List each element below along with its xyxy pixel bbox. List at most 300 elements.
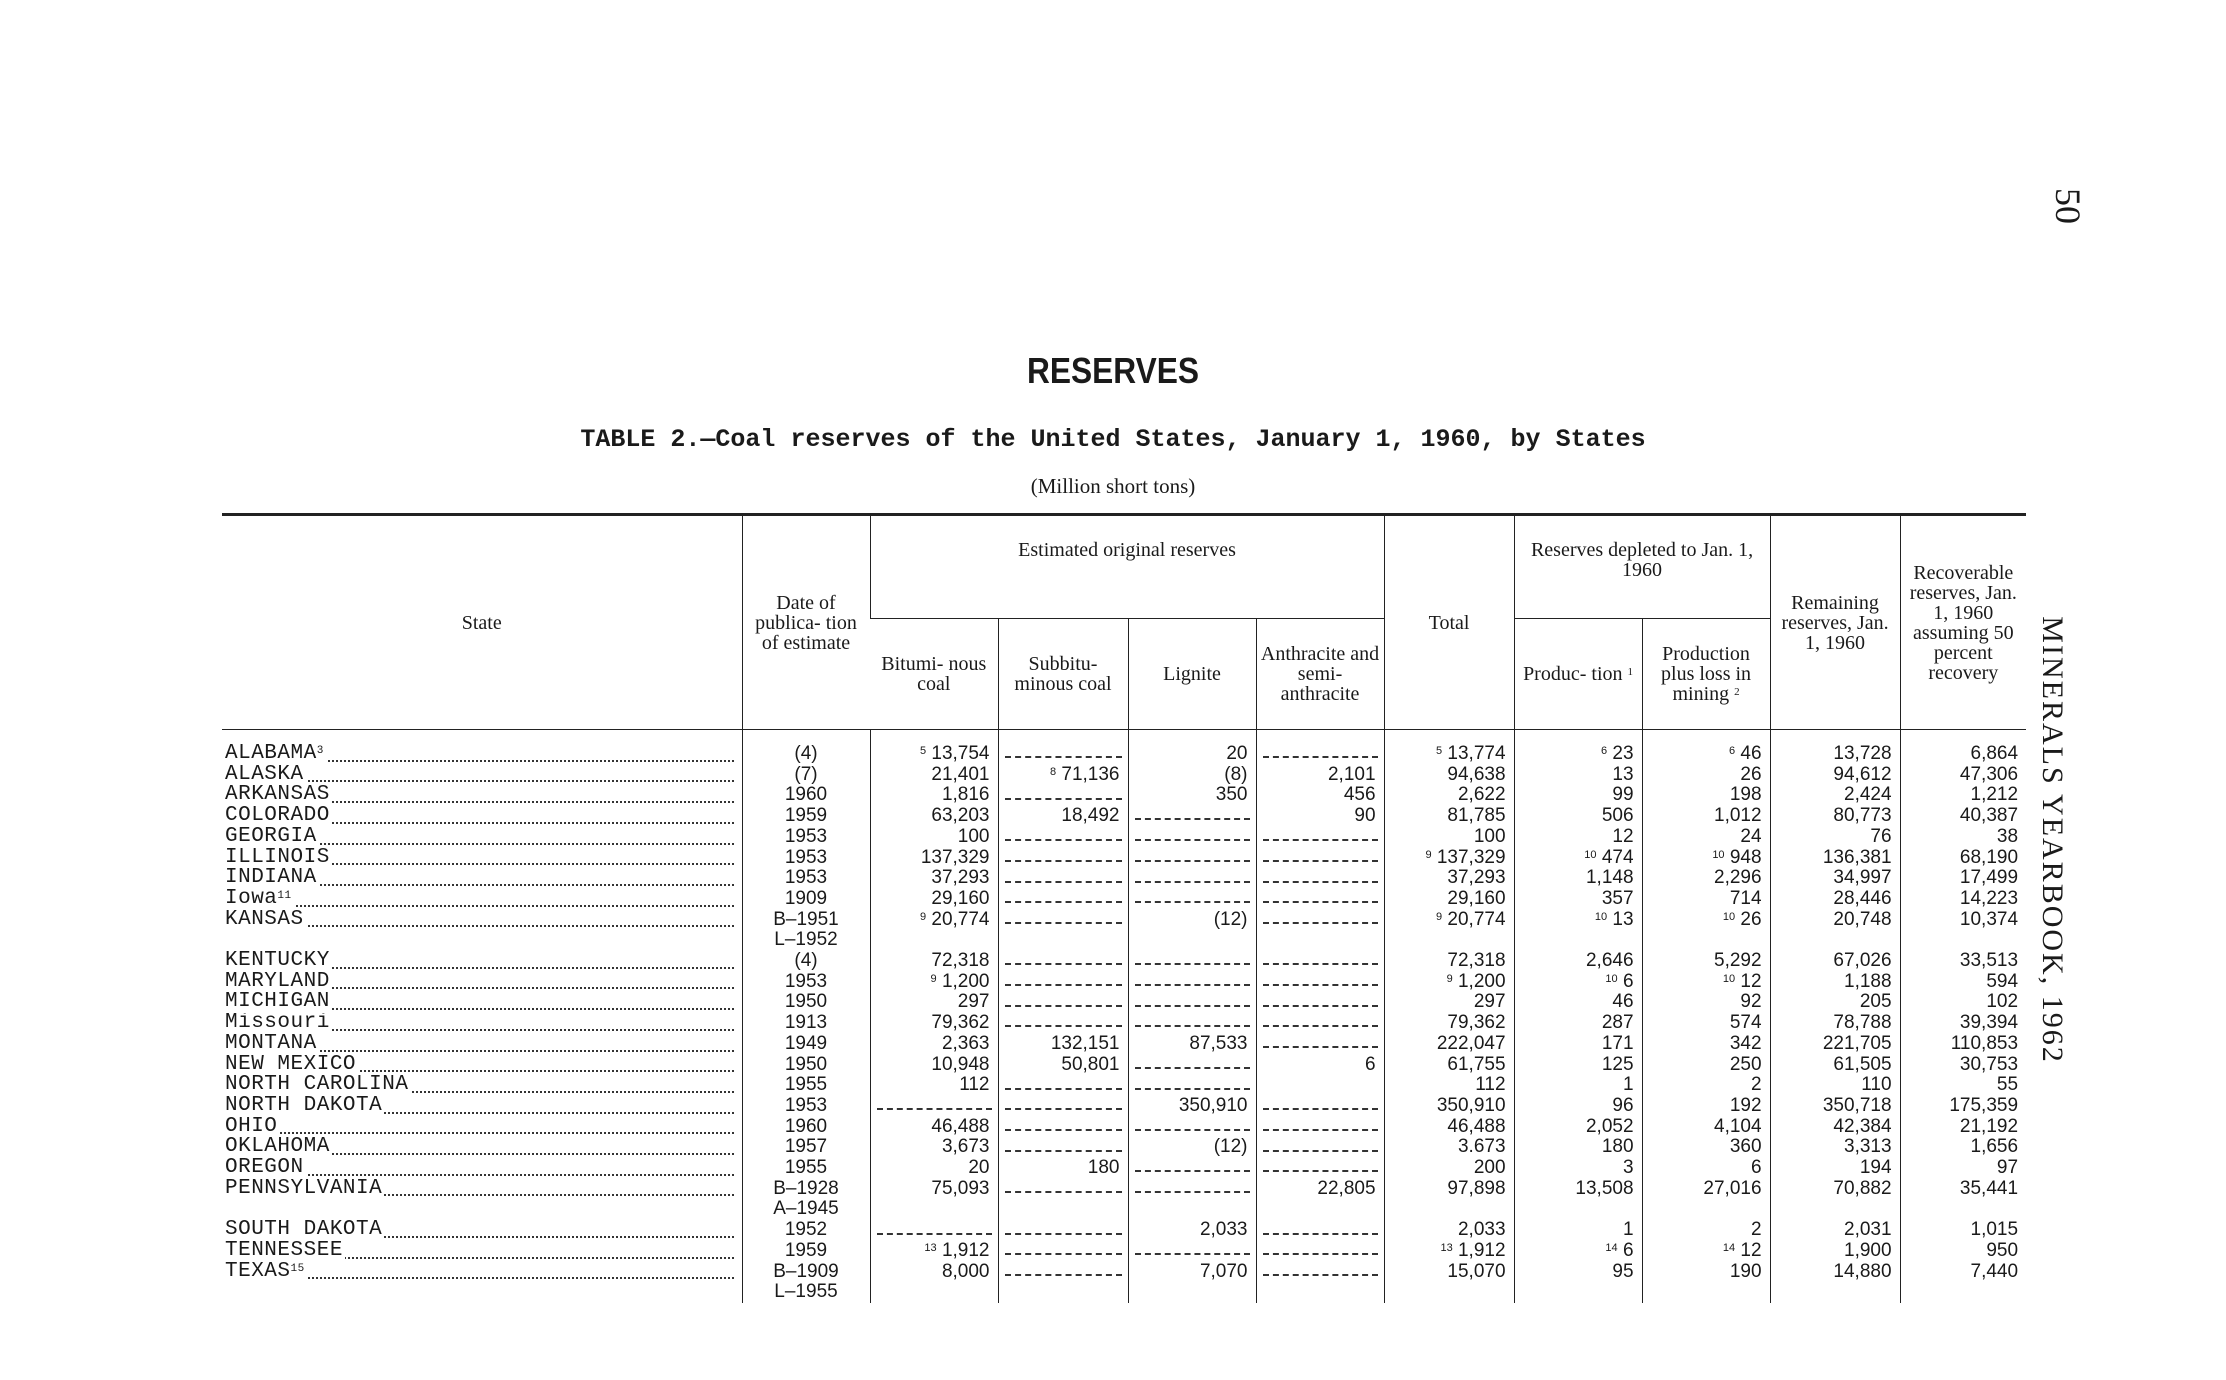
cell-anthracite: [1256, 1282, 1384, 1303]
cell-bituminous: [870, 827, 998, 848]
cell-value: 70,882: [1833, 1178, 1892, 1199]
cell-value: 2: [1750, 1220, 1762, 1241]
cell-remaining: [1770, 730, 1900, 765]
cell-value: 100: [957, 826, 990, 847]
cell-value: 90: [1354, 806, 1376, 827]
cell-anthracite: [1256, 1241, 1384, 1262]
cell-value: 192: [1729, 1095, 1762, 1116]
value-footnote: 13: [924, 1241, 937, 1254]
cell-production-loss: [1642, 1282, 1770, 1303]
cell-total: [1384, 889, 1514, 910]
cell-recoverable: [1900, 951, 2026, 972]
cell-bituminous: [870, 992, 998, 1013]
dash-leader: [1005, 798, 1122, 800]
cell-subbituminous: [998, 730, 1128, 765]
cell-value: (4): [794, 951, 818, 972]
cell-anthracite: [1256, 1179, 1384, 1200]
cell-state: [222, 951, 742, 972]
cell-value: 594: [1986, 971, 2019, 992]
cell-value: 78,788: [1833, 1013, 1892, 1034]
cell-bituminous: [870, 1282, 998, 1303]
table-row: [222, 1096, 2026, 1117]
state-name-text: ALABAMA: [225, 742, 317, 765]
cell-production: [1514, 972, 1642, 993]
dash-leader: [1005, 922, 1122, 924]
cell-value: 137,329: [920, 847, 990, 868]
cell-subbituminous: [998, 1158, 1128, 1179]
cell-state: [222, 1137, 742, 1158]
cell-production-loss: [1642, 1199, 1770, 1220]
cell-subbituminous: [998, 972, 1128, 993]
cell-value: 17,499: [1959, 868, 2019, 889]
cell-remaining: [1770, 765, 1900, 786]
cell-value: 1953: [784, 826, 828, 847]
cell-subbituminous: [998, 827, 1128, 848]
cell-anthracite: [1256, 1075, 1384, 1096]
cell-anthracite: [1256, 1013, 1384, 1034]
cell-subbituminous: [998, 1241, 1128, 1262]
state-name-text: GEORGIA: [225, 826, 317, 848]
cell-value: 20: [968, 1158, 990, 1179]
cell-remaining: [1770, 1137, 1900, 1158]
cell-value: 10,948: [931, 1054, 990, 1075]
cell-value: 14,223: [1959, 888, 2019, 909]
cell-recoverable: [1900, 848, 2026, 869]
dash-leader: [1005, 901, 1122, 903]
cell-bituminous: [870, 1158, 998, 1179]
cell-value: 92: [1740, 992, 1762, 1013]
cell-value: 194: [1859, 1158, 1892, 1179]
cell-value: 1,656: [1970, 1137, 2019, 1158]
dash-leader: [1005, 1025, 1122, 1027]
cell-recoverable: [1900, 1117, 2026, 1138]
cell-production: [1514, 1158, 1642, 1179]
dash-leader: [1005, 839, 1122, 841]
cell-value: 6: [1622, 971, 1634, 992]
cell-subbituminous: [998, 868, 1128, 889]
cell-value: 97,898: [1447, 1178, 1506, 1199]
cell-production-loss: [1642, 1096, 1770, 1117]
cell-remaining: [1770, 1262, 1900, 1283]
cell-bituminous: [870, 951, 998, 972]
cell-anthracite: [1256, 1137, 1384, 1158]
cell-bituminous: [870, 1096, 998, 1117]
cell-value: 1,200: [941, 971, 990, 992]
cell-date: [742, 868, 870, 889]
cell-value: 29,160: [1447, 888, 1506, 909]
dash-leader: [1135, 839, 1250, 841]
cell-recoverable: [1900, 1055, 2026, 1076]
state-name: [225, 1262, 307, 1283]
cell-value: 37,293: [931, 868, 990, 889]
table-row: [222, 1117, 2026, 1138]
cell-value: 2,424: [1844, 785, 1892, 806]
table-row: [222, 1158, 2026, 1179]
value-footnote: 10: [1605, 972, 1618, 985]
cell-total: [1384, 827, 1514, 848]
cell-value: (7): [794, 764, 818, 785]
cell-production-loss: [1642, 1241, 1770, 1262]
cell-recoverable: [1900, 827, 2026, 848]
value-footnote: 6: [1600, 745, 1608, 757]
cell-value: 46: [1740, 743, 1762, 764]
cell-value: 63,203: [931, 806, 990, 827]
state-name: [225, 972, 332, 993]
cell-value: 350,718: [1822, 1095, 1892, 1116]
dash-leader: [1005, 1129, 1122, 1131]
dash-leader: [1263, 922, 1378, 924]
cell-value: 110,853: [1950, 1033, 2019, 1054]
cell-anthracite: [1256, 992, 1384, 1013]
value-footnote: 10: [1594, 910, 1608, 923]
cell-remaining: [1770, 930, 1900, 951]
cell-value: 2,296: [1714, 868, 1762, 889]
table-row: [222, 848, 2026, 869]
state-name-text: OHIO: [225, 1116, 278, 1138]
cell-recoverable: [1900, 765, 2026, 786]
cell-anthracite: [1256, 889, 1384, 910]
dash-leader: [1005, 860, 1122, 862]
cell-value: B–1951: [773, 909, 839, 930]
cell-value: 2,622: [1457, 785, 1506, 806]
cell-value: 76: [1870, 826, 1892, 847]
cell-anthracite: [1256, 1220, 1384, 1241]
cell-anthracite: [1256, 1199, 1384, 1220]
cell-subbituminous: [998, 1096, 1128, 1117]
dash-leader: [1005, 881, 1122, 883]
cell-production-loss: [1642, 1117, 1770, 1138]
cell-value: 297: [957, 992, 990, 1013]
cell-recoverable: [1900, 1034, 2026, 1055]
table-row: [222, 730, 2026, 765]
cell-total: [1384, 1262, 1514, 1283]
cell-value: 1,200: [1457, 971, 1506, 992]
cell-value: 55: [1996, 1075, 2019, 1096]
cell-value: 6,864: [1970, 743, 2019, 764]
header-bituminous: Bitumi- nous coal: [870, 619, 998, 730]
cell-production-loss: [1642, 1013, 1770, 1034]
cell-bituminous: [870, 1117, 998, 1138]
cell-subbituminous: [998, 1282, 1128, 1303]
cell-state: [222, 1034, 742, 1055]
cell-production-loss: [1642, 730, 1770, 765]
dash-leader: [1263, 1108, 1378, 1110]
dash-leader: [1135, 963, 1250, 965]
cell-production: [1514, 889, 1642, 910]
value-footnote: 9: [919, 910, 927, 923]
cell-lignite: [1128, 785, 1256, 806]
header-remaining-reserves: Remaining reserves, Jan. 1, 1960: [1770, 515, 1900, 730]
cell-production: [1514, 730, 1642, 765]
cell-value: 22,805: [1317, 1178, 1376, 1199]
cell-value: 4,104: [1714, 1116, 1762, 1137]
cell-lignite: [1128, 889, 1256, 910]
cell-production: [1514, 1096, 1642, 1117]
header-lignite: Lignite: [1128, 619, 1256, 730]
dash-leader: [877, 1233, 992, 1235]
cell-value: 13,774: [1447, 743, 1506, 764]
cell-value: 13,508: [1575, 1178, 1634, 1199]
cell-subbituminous: [998, 1013, 1128, 1034]
cell-value: 6: [1364, 1054, 1376, 1075]
header-production-loss-label: Production plus loss in mining: [1661, 643, 1752, 705]
cell-production-loss: [1642, 889, 1770, 910]
cell-value: 2,052: [1585, 1116, 1634, 1137]
cell-production: [1514, 1199, 1642, 1220]
cell-lignite: [1128, 910, 1256, 931]
header-estimated-original-reserves: Estimated original reserves: [870, 515, 1384, 619]
cell-bituminous: [870, 1262, 998, 1283]
cell-value: 34,997: [1833, 868, 1892, 889]
dash-leader: [1135, 818, 1250, 820]
state-name-text: NEW MEXICO: [225, 1054, 357, 1076]
state-name-text: KENTUCKY: [225, 951, 330, 972]
cell-subbituminous: [998, 951, 1128, 972]
cell-bituminous: [870, 1034, 998, 1055]
cell-lignite: [1128, 868, 1256, 889]
dash-leader: [1135, 1067, 1250, 1069]
cell-value: 1953: [784, 971, 828, 992]
cell-remaining: [1770, 1096, 1900, 1117]
state-name: [225, 785, 332, 806]
cell-value: 1,148: [1585, 868, 1634, 889]
cell-production-loss: [1642, 785, 1770, 806]
cell-value: 39,394: [1959, 1013, 2019, 1034]
cell-value: 13: [1612, 764, 1634, 785]
cell-value: 6: [1750, 1158, 1762, 1179]
cell-value: 250: [1729, 1054, 1762, 1075]
state-name-text: Missouri: [225, 1013, 330, 1034]
cell-recoverable: [1900, 868, 2026, 889]
cell-value: 102: [1986, 992, 2019, 1013]
cell-subbituminous: [998, 1117, 1128, 1138]
cell-state: [222, 930, 742, 951]
cell-production: [1514, 1179, 1642, 1200]
cell-value: 68,190: [1959, 847, 2019, 868]
state-name: [225, 1034, 319, 1055]
cell-remaining: [1770, 848, 1900, 869]
value-footnote: 9: [1446, 972, 1453, 985]
cell-total: [1384, 1220, 1514, 1241]
cell-anthracite: [1256, 765, 1384, 786]
cell-lignite: [1128, 1282, 1256, 1303]
dash-leader: [1135, 1129, 1250, 1131]
cell-value: 180: [1601, 1137, 1634, 1158]
cell-state: [222, 1241, 742, 1262]
state-name-text: MICHIGAN: [225, 992, 330, 1014]
table-row: [222, 765, 2026, 786]
state-name: [225, 1096, 384, 1117]
cell-production-loss: [1642, 1179, 1770, 1200]
cell-lignite: [1128, 1117, 1256, 1138]
state-name: [225, 1013, 332, 1034]
cell-recoverable: [1900, 992, 2026, 1013]
cell-bituminous: [870, 1013, 998, 1034]
cell-value: L–1952: [774, 930, 838, 951]
cell-value: 8,000: [941, 1261, 990, 1282]
cell-date: [742, 848, 870, 869]
state-name-text: Iowa: [225, 888, 278, 910]
cell-lignite: [1128, 1055, 1256, 1076]
state-name: [225, 1220, 384, 1241]
cell-value: 72,318: [1447, 951, 1506, 972]
cell-total: [1384, 992, 1514, 1013]
cell-bituminous: [870, 1241, 998, 1262]
cell-remaining: [1770, 951, 1900, 972]
cell-value: 50,801: [1061, 1054, 1120, 1075]
cell-lignite: [1128, 972, 1256, 993]
cell-value: 13,754: [931, 743, 990, 764]
cell-value: 75,093: [931, 1178, 990, 1199]
value-footnote: 5: [1436, 745, 1443, 757]
table-row: [222, 1199, 2026, 1220]
cell-value: 175,359: [1949, 1095, 2019, 1116]
cell-production-loss: [1642, 972, 1770, 993]
state-name-text: MARYLAND: [225, 971, 330, 993]
cell-value: 200: [1473, 1158, 1506, 1179]
cell-value: 1959: [784, 1240, 828, 1261]
cell-value: B–1909: [773, 1261, 839, 1282]
cell-anthracite: [1256, 806, 1384, 827]
state-name-text: PENNSYLVANIA: [225, 1178, 383, 1200]
cell-anthracite: [1256, 1262, 1384, 1283]
cell-remaining: [1770, 889, 1900, 910]
cell-value: 2: [1750, 1075, 1762, 1096]
cell-remaining: [1770, 827, 1900, 848]
dash-leader: [1263, 860, 1378, 862]
dash-leader: [1263, 1274, 1378, 1276]
cell-state: [222, 1075, 742, 1096]
cell-value: 112: [1475, 1075, 1506, 1096]
cell-subbituminous: [998, 848, 1128, 869]
cell-recoverable: [1900, 1282, 2026, 1303]
cell-recoverable: [1900, 930, 2026, 951]
cell-lignite: [1128, 992, 1256, 1013]
cell-subbituminous: [998, 765, 1128, 786]
cell-value: 1953: [784, 1095, 828, 1116]
state-name-text: OREGON: [225, 1158, 304, 1179]
cell-date: [742, 1282, 870, 1303]
cell-total: [1384, 806, 1514, 827]
table-title: TABLE 2.—Coal reserves of the United States, January 1, 1960, by States: [580, 425, 1646, 454]
dash-leader: [1005, 1233, 1122, 1235]
cell-value: 71,136: [1061, 764, 1120, 785]
cell-recoverable: [1900, 910, 2026, 931]
cell-remaining: [1770, 1117, 1900, 1138]
header-state: State: [222, 515, 742, 730]
cell-bituminous: [870, 1199, 998, 1220]
cell-value: 474: [1601, 847, 1634, 868]
cell-state: [222, 992, 742, 1013]
cell-anthracite: [1256, 785, 1384, 806]
cell-production-loss: [1642, 1220, 1770, 1241]
cell-value: 7,440: [1970, 1261, 2019, 1282]
state-name: [225, 1241, 345, 1262]
leader-dots: [225, 905, 734, 907]
dash-leader: [1263, 963, 1378, 965]
dash-leader: [1005, 1150, 1122, 1152]
value-footnote: 9: [1425, 848, 1432, 861]
cell-remaining: [1770, 1241, 1900, 1262]
cell-recoverable: [1900, 1158, 2026, 1179]
cell-value: 12: [1612, 826, 1634, 847]
state-name: [225, 910, 306, 931]
cell-subbituminous: [998, 1262, 1128, 1283]
dash-leader: [1263, 756, 1378, 758]
cell-value: 47,306: [1959, 764, 2019, 785]
cell-remaining: [1770, 1158, 1900, 1179]
cell-value: 1,912: [1457, 1240, 1506, 1261]
cell-state: [222, 1220, 742, 1241]
cell-value: 15,070: [1447, 1261, 1506, 1282]
cell-total: [1384, 848, 1514, 869]
cell-value: 38: [1996, 826, 2019, 847]
cell-lignite: [1128, 1096, 1256, 1117]
cell-value: 1909: [784, 888, 828, 909]
cell-state: [222, 1117, 742, 1138]
cell-total: [1384, 868, 1514, 889]
cell-date: [742, 889, 870, 910]
cell-bituminous: [870, 889, 998, 910]
cell-value: 950: [1986, 1240, 2019, 1261]
cell-value: 132,151: [1050, 1033, 1120, 1054]
cell-total: [1384, 1075, 1514, 1096]
cell-value: 13: [1612, 909, 1634, 930]
cell-value: 12: [1740, 1240, 1762, 1261]
cell-subbituminous: [998, 1055, 1128, 1076]
state-name-text: TEXAS: [225, 1261, 291, 1283]
cell-total: [1384, 730, 1514, 765]
state-name: [225, 951, 332, 972]
cell-total: [1384, 1117, 1514, 1138]
state-name-text: ILLINOIS: [225, 847, 330, 869]
cell-value: 46,488: [931, 1116, 990, 1137]
value-footnote: 9: [1436, 910, 1443, 923]
value-footnote: 5: [919, 745, 927, 757]
cell-date: [742, 1220, 870, 1241]
cell-remaining: [1770, 1199, 1900, 1220]
cell-lignite: [1128, 827, 1256, 848]
cell-production: [1514, 1241, 1642, 1262]
cell-anthracite: [1256, 1158, 1384, 1179]
cell-value: 1913: [784, 1013, 828, 1034]
cell-value: 20,774: [931, 909, 990, 930]
header-production-footnote: 1: [1627, 666, 1633, 678]
cell-value: (4): [794, 743, 818, 764]
cell-value: 5,292: [1714, 951, 1762, 972]
cell-date: [742, 806, 870, 827]
table-row: [222, 930, 2026, 951]
cell-value: 79,362: [931, 1013, 990, 1034]
cell-total: [1384, 1013, 1514, 1034]
value-footnote: 10: [1584, 848, 1597, 861]
dash-leader: [1005, 1253, 1122, 1255]
cell-production-loss: [1642, 765, 1770, 786]
cell-value: 125: [1601, 1054, 1634, 1075]
cell-production: [1514, 1013, 1642, 1034]
cell-value: 1953: [784, 847, 828, 868]
cell-value: 97: [1996, 1158, 2019, 1179]
cell-value: 297: [1473, 992, 1506, 1013]
cell-date: [742, 1055, 870, 1076]
cell-remaining: [1770, 806, 1900, 827]
cell-value: 1960: [784, 1116, 828, 1137]
section-title: RESERVES: [1027, 350, 1199, 391]
cell-bituminous: [870, 972, 998, 993]
cell-value: 714: [1729, 888, 1762, 909]
cell-total: [1384, 1137, 1514, 1158]
cell-total: [1384, 951, 1514, 972]
